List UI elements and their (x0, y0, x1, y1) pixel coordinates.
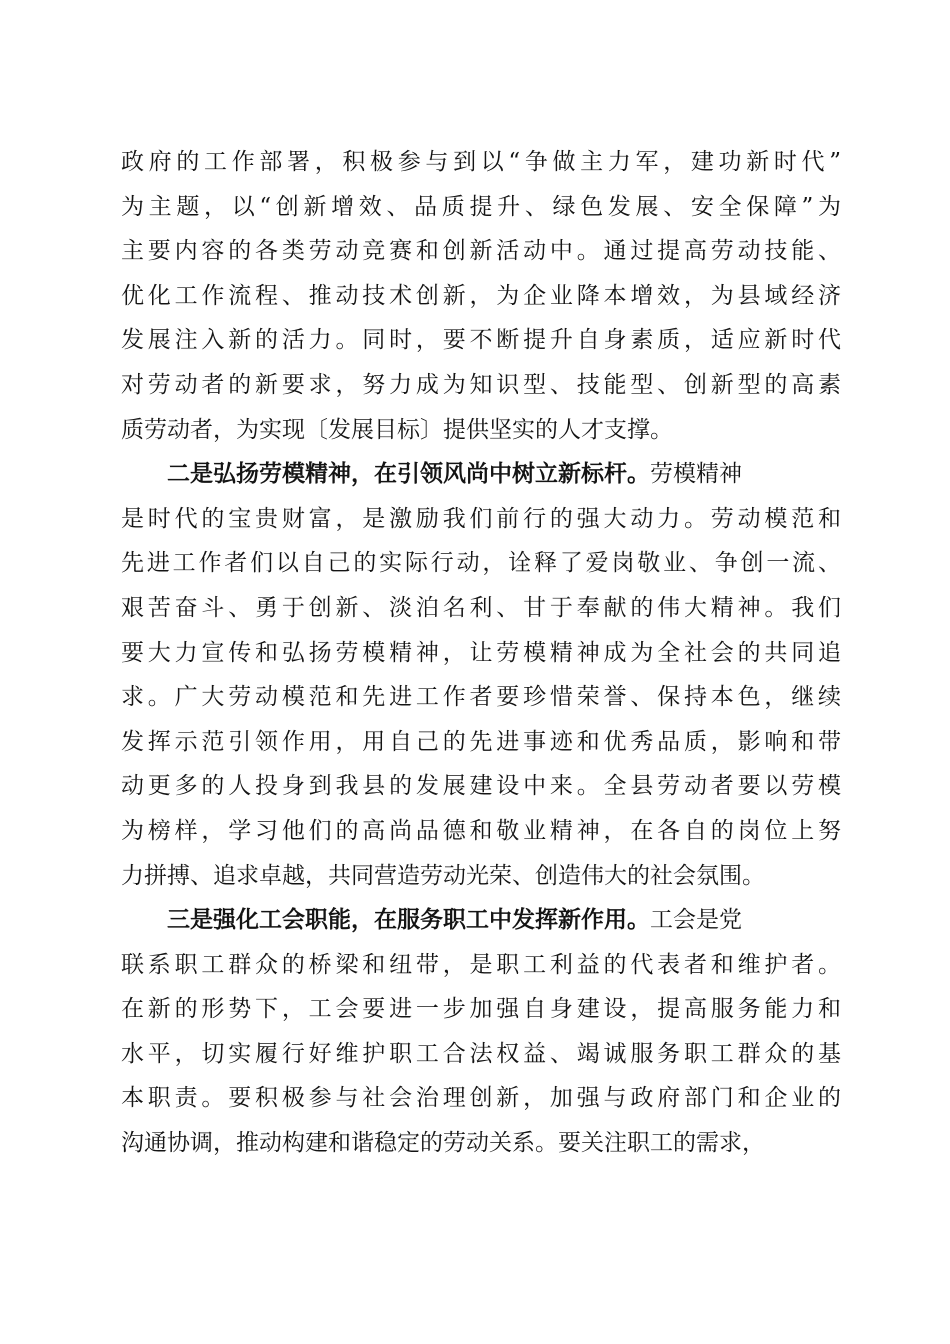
paragraph-heading: 三是强化工会职能，在服务职工中发挥新作用。 (167, 906, 650, 934)
text-line: 优化工作流程、推动技术创新，为企业降本增效，为县域经济 (121, 282, 841, 309)
text-line: 发挥示范引领作用，用自己的先进事迹和优秀品质，影响和带 (121, 728, 841, 755)
text-line: 对劳动者的新要求，努力成为知识型、技能型、创新型的高素 (121, 371, 841, 398)
paragraph-first-line (121, 452, 841, 497)
paragraph-first-line (121, 898, 841, 943)
paragraph-3 (121, 898, 841, 1166)
text-line: 动更多的人投身到我县的发展建设中来。全县劳动者要以劳模 (121, 773, 841, 800)
text-line: 求。广大劳动模范和先进工作者要珍惜荣誉、保持本色，继续 (121, 684, 841, 711)
text-line: 发展注入新的活力。同时，要不断提升自身素质，适应新时代 (121, 327, 841, 354)
paragraph-1 (121, 140, 841, 452)
text-line: 质劳动者，为实现〔发展目标〕提供坚实的人才支撑。 (121, 416, 673, 443)
paragraph-heading: 二是弘扬劳模精神，在引领风尚中树立新标杆。 (167, 460, 650, 488)
text-line: 为榜样，学习他们的高尚品德和敬业精神，在各自的岗位上努 (121, 817, 841, 844)
text-line: 要大力宣传和弘扬劳模精神，让劳模精神成为全社会的共同追 (121, 639, 841, 666)
text-line: 主要内容的各类劳动竞赛和创新活动中。通过提高劳动技能、 (121, 238, 841, 265)
text-line: 本职责。要积极参与社会治理创新，加强与政府部门和企业的 (121, 1085, 841, 1112)
document-body (121, 140, 841, 1166)
text-line: 为主题，以“创新增效、品质提升、绿色发展、安全保障”为 (121, 193, 841, 220)
paragraph-first-line-text: 工会是党 (650, 907, 742, 934)
text-line: 政府的工作部署，积极参与到以“争做主力军，建功新时代” (121, 149, 841, 175)
text-line: 力拼搏、追求卓越，共同营造劳动光荣、创造伟大的社会氛围。 (121, 862, 765, 889)
text-line: 是时代的宝贵财富，是激励我们前行的强大动力。劳动模范和 (121, 505, 841, 532)
text-line: 水平，切实履行好维护职工合法权益、竭诚服务职工群众的基 (121, 1040, 841, 1067)
text-line: 艰苦奋斗、勇于创新、淡泊名利、甘于奉献的伟大精神。我们 (121, 594, 841, 621)
paragraph-first-line-text: 劳模精神 (650, 461, 742, 488)
text-line: 沟通协调，推动构建和谐稳定的劳动关系。要关注职工的需求， (121, 1130, 765, 1157)
paragraph-2 (121, 452, 841, 898)
text-line: 在新的形势下，工会要进一步加强自身建设，提高服务能力和 (121, 996, 841, 1023)
text-line: 先进工作者们以自己的实际行动，诠释了爱岗敬业、争创一流、 (121, 550, 841, 577)
text-line: 联系职工群众的桥梁和纽带，是职工利益的代表者和维护者。 (121, 951, 841, 978)
